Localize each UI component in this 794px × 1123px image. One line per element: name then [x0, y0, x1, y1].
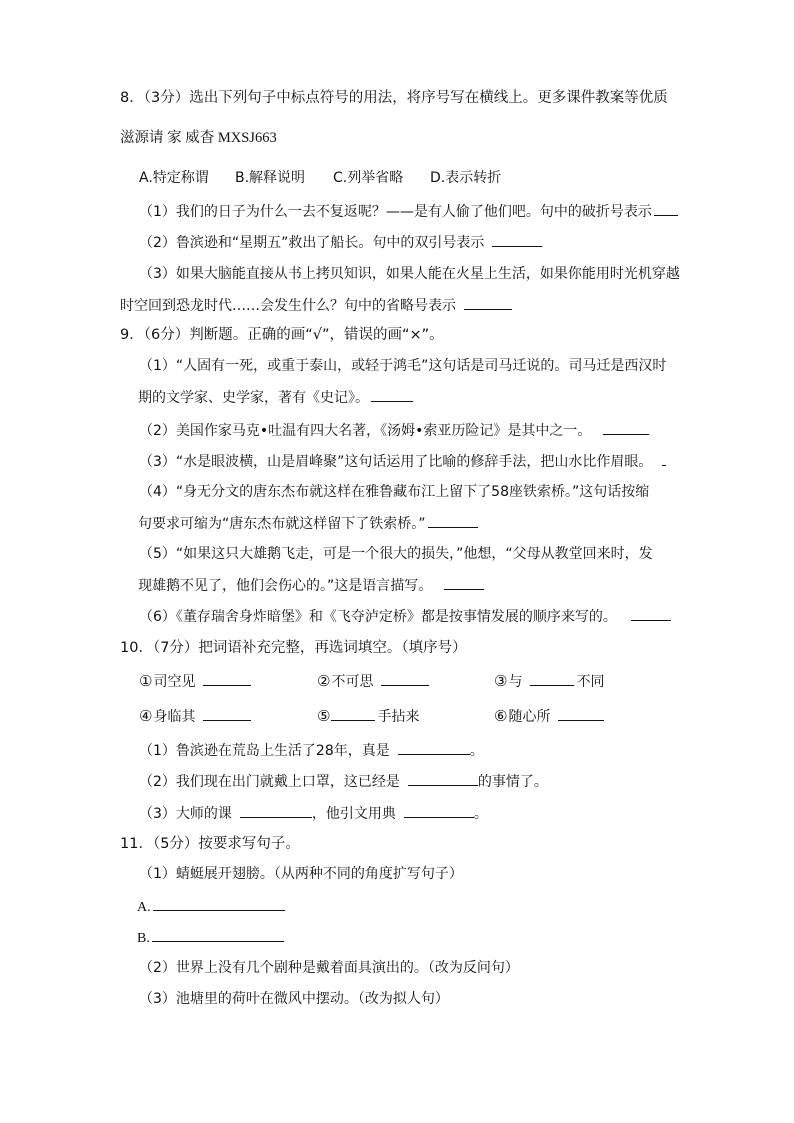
answer-blank[interactable] [408, 771, 478, 786]
q9-sentence-5a: （5）“如果这只大雄鹅飞走，可是一个很大的损失，”他想，“父母从教堂回来时，发 [139, 546, 653, 562]
answer-blank[interactable] [203, 706, 251, 721]
q8-option-a: A.特定称谓 [139, 170, 209, 186]
q11-answer-b: B. [137, 927, 284, 949]
q8-sentence-3b: 时空回到恐龙时代……会发生什么？句中的省略号表示 [120, 295, 512, 316]
q10-word-1: ①司空见 [139, 671, 251, 692]
answer-blank[interactable] [331, 706, 375, 721]
q10-word-3: ③与 不同 [494, 672, 605, 690]
q10-sentence-2: （2）我们现在出门就戴上口罩，这已经是 的事情了。 [139, 771, 548, 792]
answer-blank[interactable] [603, 420, 649, 435]
q11-answer-a: A. [137, 896, 285, 918]
q11-sentence-1: （1）蜻蜓展开翅膀。（从两种不同的角度扩写句子） [139, 866, 463, 882]
answer-blank[interactable] [153, 896, 285, 911]
answer-blank[interactable] [492, 232, 542, 247]
q8-option-c: C.列举省略 [333, 170, 404, 186]
answer-blank[interactable] [530, 671, 574, 686]
q8-sentence-3a: （3）如果大脑能直接从书上拷贝知识，如果人能在火星上生活，如果你能用时光机穿越 [139, 266, 680, 282]
q10-word-6: ⑥随心所 [494, 706, 604, 727]
q9-sentence-2: （2）美国作家马克•吐温有四大名著，《汤姆•索亚历险记》是其中之一。 [139, 420, 649, 441]
answer-blank[interactable] [428, 513, 478, 528]
q9-sentence-6: （6）《董存瑞舍身炸暗堡》和《飞夺泸定桥》都是按事情发展的顺序来写的。 [139, 606, 671, 627]
answer-blank[interactable] [631, 606, 671, 621]
q9-sentence-4a: （4）“身无分文的唐东杰布就这样在雅鲁藏布江上留下了58座铁索桥。”这句话按缩 [139, 484, 650, 500]
q8-sentence-1: （1）我们的日子为什么一去不复返呢？——是有人偷了他们吧。句中的破折号表示 [139, 201, 678, 222]
answer-blank[interactable] [203, 671, 251, 686]
q11-sentence-2: （2）世界上没有几个剧种是戴着面具演出的。（改为反问句） [139, 960, 519, 976]
answer-blank[interactable] [152, 927, 284, 942]
q10-sentence-1: （1）鲁滨逊在荒岛上生活了28年，真是 。 [139, 740, 484, 761]
q9-sentence-1a: （1）“人固有一死，或重于泰山，或轻于鸿毛”这句话是司马迁说的。司马迁是西汉时 [139, 358, 667, 374]
answer-blank[interactable] [381, 671, 429, 686]
q8-option-b: B.解释说明 [235, 170, 306, 186]
q10-sentence-3: （3）大师的课 ，他引文用典 。 [139, 803, 488, 824]
q11-title: 11．（5分）按要求写句子。 [120, 836, 300, 852]
q8-title: 8．（3分）选出下列句子中标点符号的用法，将序号写在横线上。更多课件教案等优质 [120, 90, 668, 106]
answer-blank[interactable] [404, 803, 474, 818]
q10-title: 10．（7分）把词语补充完整，再选词填空。（填序号） [120, 640, 467, 656]
q8-sentence-2: （2）鲁滨逊和“星期五”救出了船长。句中的双引号表示 [139, 232, 542, 253]
q10-word-4: ④身临其 [139, 706, 251, 727]
answer-blank[interactable] [371, 387, 413, 402]
q9-sentence-3: （3）“水是眼波横，山是眉峰聚”这句话运用了比喻的修辞手法，把山水比作眉眼。 [139, 451, 666, 472]
q8-option-d: D.表示转折 [430, 170, 502, 186]
answer-blank[interactable] [398, 740, 470, 755]
q10-word-5: ⑤ 手拈来 [317, 707, 420, 725]
q9-sentence-4b: 句要求可缩为“唐东杰布就这样留下了铁索桥。” [138, 513, 478, 534]
q9-sentence-5b: 现雄鹅不见了，他们会伤心的。”这是语言描写。 [138, 575, 484, 596]
answer-blank[interactable] [240, 803, 312, 818]
answer-blank[interactable] [444, 575, 484, 590]
q8-watermark: 滋源请 家 威杳 MXSJ663 [120, 130, 277, 146]
q9-sentence-1b: 期的文学家、史学家，著有《史记》。 [138, 387, 413, 408]
q9-title: 9．（6分）判断题。正确的画“√”，错误的画“×”。 [120, 327, 444, 343]
answer-blank[interactable] [464, 295, 512, 310]
answer-blank[interactable] [654, 201, 678, 216]
q11-sentence-3: （3）池塘里的荷叶在微风中摆动。（改为拟人句） [139, 991, 449, 1007]
answer-blank[interactable] [662, 451, 666, 466]
answer-blank[interactable] [558, 706, 604, 721]
q10-word-2: ②不可思 [317, 671, 429, 692]
